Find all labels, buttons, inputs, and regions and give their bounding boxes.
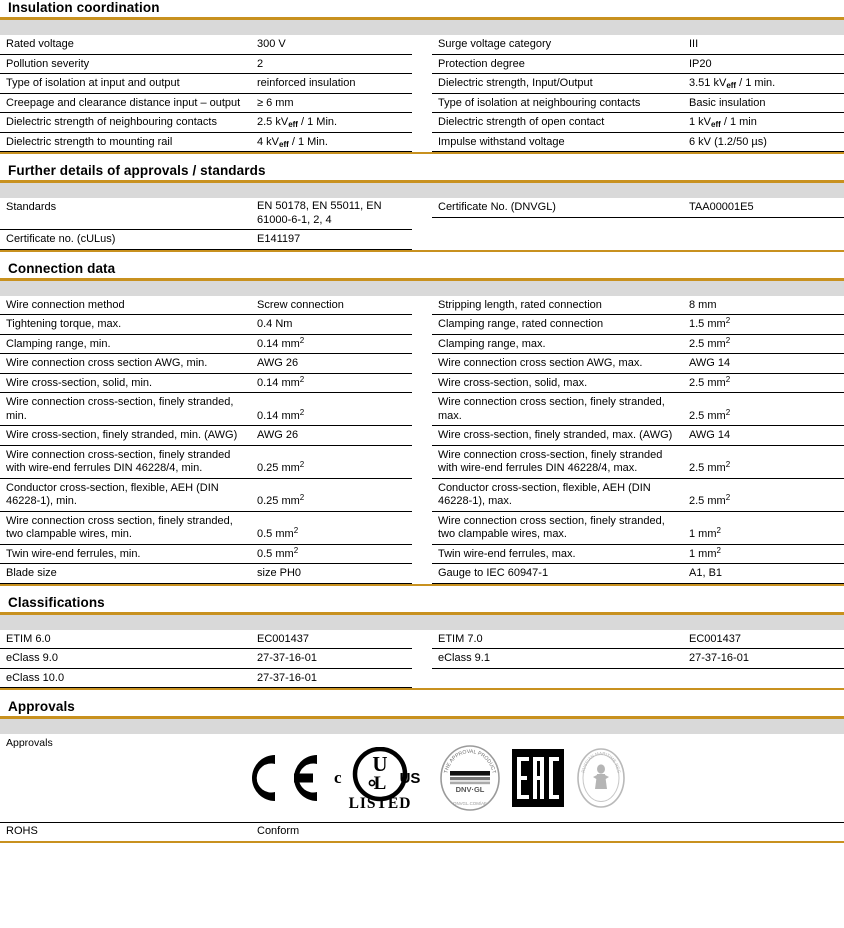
table-row — [432, 630, 844, 649]
rohs-table — [0, 822, 844, 841]
row-value: 1 $mm^2$ — [683, 511, 844, 544]
table-row — [432, 544, 844, 564]
row-value: 2.5 $mm^2$ — [683, 373, 844, 393]
section-further-details — [0, 163, 844, 252]
table-row — [0, 630, 412, 649]
table-row — [432, 35, 844, 54]
table-row — [0, 354, 412, 374]
table-row — [0, 132, 412, 152]
svg-text:c: c — [334, 768, 342, 787]
table-row — [432, 445, 844, 478]
table-row — [0, 74, 412, 94]
left-column — [0, 630, 412, 689]
table-row — [432, 649, 844, 669]
table-row — [0, 35, 412, 54]
row-label: Tightening torque, max. — [0, 315, 251, 335]
row-label: Clamping range, max. — [432, 334, 683, 354]
row-value: TAA00001E5 — [683, 198, 844, 217]
row-label: Wire connection cross section, finely stranded, two clampable wires, max. — [432, 511, 683, 544]
row-value: 4 $kV_{eff} / 1$ Min. — [251, 132, 412, 152]
section-insulation-coordination — [0, 0, 844, 154]
row-value: ≥ 6 mm — [251, 93, 412, 113]
row-value: 0.5 $mm^2$ — [251, 511, 412, 544]
table-row — [432, 198, 844, 217]
row-value: 0.14 $mm^2$ — [251, 334, 412, 354]
row-value: 0.14 $mm^2$ — [251, 373, 412, 393]
maritime-register-seal-logo — [575, 747, 627, 809]
table-row — [432, 54, 844, 74]
table-row — [432, 315, 844, 335]
table-row — [432, 564, 844, 584]
spec-table-right — [432, 296, 844, 584]
table-row — [0, 334, 412, 354]
table-row — [0, 373, 412, 393]
right-column — [432, 630, 844, 689]
table-row — [0, 544, 412, 564]
row-value: 0.4 Nm — [251, 315, 412, 335]
section-header-band — [0, 281, 844, 296]
row-label: Twin wire-end ferrules, max. — [432, 544, 683, 564]
table-row — [0, 564, 412, 584]
table-row — [432, 393, 844, 426]
row-label: eClass 9.1 — [432, 649, 683, 669]
row-label: Wire connection cross section, finely stranded, max. — [432, 393, 683, 426]
row-label: Wire connection cross-section, finely stranded, min. — [0, 393, 251, 426]
row-label: Dielectric strength of open contact — [432, 113, 683, 133]
cul-us-listed-logo — [332, 747, 428, 809]
table-row — [0, 668, 412, 688]
table-row — [0, 511, 412, 544]
section-classifications — [0, 595, 844, 691]
row-value: 2.5 $mm^2$ — [683, 478, 844, 511]
row-value: 27-37-16-01 — [251, 649, 412, 669]
row-value: EC001437 — [683, 630, 844, 649]
section-header-band — [0, 615, 844, 630]
table-row — [432, 426, 844, 446]
row-value: 27-37-16-01 — [683, 649, 844, 669]
row-label: Clamping range, rated connection — [432, 315, 683, 335]
row-label: Gauge to IEC 60947-1 — [432, 564, 683, 584]
section-columns — [0, 630, 844, 689]
row-value: 0.14 $mm^2$ — [251, 393, 412, 426]
approval-logos — [245, 740, 627, 816]
row-label: Type of isolation at neighbouring contacts — [432, 93, 683, 113]
row-value: Screw connection — [251, 296, 412, 315]
row-label: Creepage and clearance distance input – output — [0, 93, 251, 113]
section-columns — [0, 35, 844, 152]
row-value: III — [683, 35, 844, 54]
table-row — [0, 823, 844, 841]
row-value: 1 $mm^2$ — [683, 544, 844, 564]
table-row — [432, 113, 844, 133]
row-value: 300 V — [251, 35, 412, 54]
right-column — [432, 198, 844, 250]
section-rule-bottom — [0, 841, 844, 843]
spec-table-left — [0, 35, 412, 152]
row-value: EC001437 — [251, 630, 412, 649]
section-connection-data — [0, 261, 844, 586]
eac-mark-logo — [512, 749, 564, 807]
table-row — [0, 426, 412, 446]
row-label: Dielectric strength to mounting rail — [0, 132, 251, 152]
section-title: Connection data — [8, 260, 116, 276]
row-label: Type of isolation at input and output — [0, 74, 251, 94]
row-label: Rated voltage — [0, 35, 251, 54]
row-value: Conform — [251, 823, 844, 841]
row-label: Protection degree — [432, 54, 683, 74]
row-label: Standards — [0, 198, 251, 230]
row-value: 0.25 $mm^2$ — [251, 445, 412, 478]
row-label: Conductor cross-section, flexible, AEH (DIN 46228-1), max. — [432, 478, 683, 511]
approvals-marks-row — [0, 734, 844, 822]
svg-text:THE APPROVAL PRODUCT: THE APPROVAL PRODUCT — [443, 748, 497, 775]
table-row — [0, 113, 412, 133]
svg-text:US: US — [399, 770, 421, 787]
row-label: eClass 9.0 — [0, 649, 251, 669]
spec-table-right — [432, 198, 844, 218]
row-value: 0.5 $mm^2$ — [251, 544, 412, 564]
row-value: AWG 14 — [683, 354, 844, 374]
row-label: Stripping length, rated connection — [432, 296, 683, 315]
table-row — [432, 373, 844, 393]
row-value: A1, B1 — [683, 564, 844, 584]
row-label: Wire connection cross section AWG, min. — [0, 354, 251, 374]
left-column — [0, 35, 412, 152]
table-row — [0, 198, 412, 230]
section-header-band — [0, 719, 844, 734]
row-value: reinforced insulation — [251, 74, 412, 94]
section-columns — [0, 198, 844, 250]
table-row — [0, 445, 412, 478]
table-row — [0, 315, 412, 335]
row-value: 1 $kV_{eff} / 1$ min — [683, 113, 844, 133]
table-row — [0, 54, 412, 74]
table-row — [432, 74, 844, 94]
right-column — [432, 296, 844, 584]
table-row — [432, 132, 844, 152]
section-header-band — [0, 20, 844, 35]
row-label: ROHS — [0, 823, 251, 841]
section-title: Further details of approvals / standards — [8, 163, 266, 178]
row-label: Wire connection method — [0, 296, 251, 315]
section-columns — [0, 296, 844, 584]
spec-table-right — [432, 630, 844, 669]
row-label: Twin wire-end ferrules, min. — [0, 544, 251, 564]
row-value: Basic insulation — [683, 93, 844, 113]
row-value: 27-37-16-01 — [251, 668, 412, 688]
table-row — [0, 230, 412, 250]
row-label: Conductor cross-section, flexible, AEH (DIN 46228-1), min. — [0, 478, 251, 511]
table-row — [432, 511, 844, 544]
svg-text:L: L — [373, 773, 387, 794]
row-value: 2.5 $mm^2$ — [683, 393, 844, 426]
spec-table-left — [0, 296, 412, 584]
table-row — [432, 93, 844, 113]
section-title: Classifications — [8, 594, 105, 610]
row-value: 1.5 $mm^2$ — [683, 315, 844, 335]
row-value: 8 mm — [683, 296, 844, 315]
row-label: ETIM 7.0 — [432, 630, 683, 649]
row-label: Dielectric strength, Input/Output — [432, 74, 683, 94]
table-row — [432, 354, 844, 374]
table-row — [432, 478, 844, 511]
svg-text:DNVGL.COM/AF: DNVGL.COM/AF — [453, 801, 487, 806]
spec-table-left — [0, 198, 412, 250]
table-row — [432, 334, 844, 354]
row-label: Impulse withstand voltage — [432, 132, 683, 152]
row-label: ETIM 6.0 — [0, 630, 251, 649]
table-row — [0, 93, 412, 113]
svg-text:U: U — [372, 752, 388, 776]
row-label: Pollution severity — [0, 54, 251, 74]
row-label: Clamping range, min. — [0, 334, 251, 354]
row-label: Surge voltage category — [432, 35, 683, 54]
row-value: 6 kV (1.2/50 µs) — [683, 132, 844, 152]
row-label: Wire connection cross-section, finely stranded with wire-end ferrules DIN 46228/4, max. — [432, 445, 683, 478]
svg-text:LISTED: LISTED — [348, 795, 412, 809]
row-value: 0.25 $mm^2$ — [251, 478, 412, 511]
table-row — [432, 296, 844, 315]
svg-text:DNV·GL: DNV·GL — [455, 785, 485, 794]
row-label: Certificate no. (cULus) — [0, 230, 251, 250]
row-value: 2 — [251, 54, 412, 74]
row-label: Wire connection cross section, finely stranded, two clampable wires, min. — [0, 511, 251, 544]
left-column — [0, 296, 412, 584]
svg-text:RUSSIAN MARITIME REG: RUSSIAN MARITIME REG — [580, 750, 622, 774]
approvals-label: Approvals — [6, 737, 53, 749]
table-row — [0, 296, 412, 315]
section-title: Insulation coordination — [8, 0, 160, 15]
section-title: Approvals — [8, 699, 75, 714]
row-label: Blade size — [0, 564, 251, 584]
section-approvals — [0, 699, 844, 843]
section-header-band — [0, 183, 844, 198]
row-value: 2.5 $kV_{eff} / 1$ Min. — [251, 113, 412, 133]
row-label: Wire cross-section, solid, max. — [432, 373, 683, 393]
row-label: Wire cross-section, finely stranded, min. (AWG) — [0, 426, 251, 446]
row-label: Wire connection cross section AWG, max. — [432, 354, 683, 374]
row-label: Certificate No. (DNVGL) — [432, 198, 683, 217]
row-value: E141197 — [251, 230, 412, 250]
row-value: 3.51 $kV_{eff} / 1$ min. — [683, 74, 844, 94]
table-row — [0, 649, 412, 669]
row-value: 2.5 $mm^2$ — [683, 334, 844, 354]
row-value: 2.5 $mm^2$ — [683, 445, 844, 478]
spec-table-left — [0, 630, 412, 689]
row-value: EN 50178, EN 55011, EN 61000-6-1, 2, 4 — [251, 198, 412, 230]
dnv-gl-logo — [439, 745, 501, 811]
ce-mark-logo — [245, 749, 321, 807]
row-label: Wire cross-section, finely stranded, max. (AWG) — [432, 426, 683, 446]
row-label: Wire connection cross-section, finely stranded with wire-end ferrules DIN 46228/4, min. — [0, 445, 251, 478]
left-column — [0, 198, 412, 250]
row-label: Wire cross-section, solid, min. — [0, 373, 251, 393]
table-row — [0, 393, 412, 426]
row-label: Dielectric strength of neighbouring contacts — [0, 113, 251, 133]
spec-table-right — [432, 35, 844, 152]
row-value: size PH0 — [251, 564, 412, 584]
row-value: AWG 26 — [251, 354, 412, 374]
row-value: AWG 14 — [683, 426, 844, 446]
right-column — [432, 35, 844, 152]
table-row — [0, 478, 412, 511]
row-label: eClass 10.0 — [0, 668, 251, 688]
row-value: IP20 — [683, 54, 844, 74]
row-value: AWG 26 — [251, 426, 412, 446]
